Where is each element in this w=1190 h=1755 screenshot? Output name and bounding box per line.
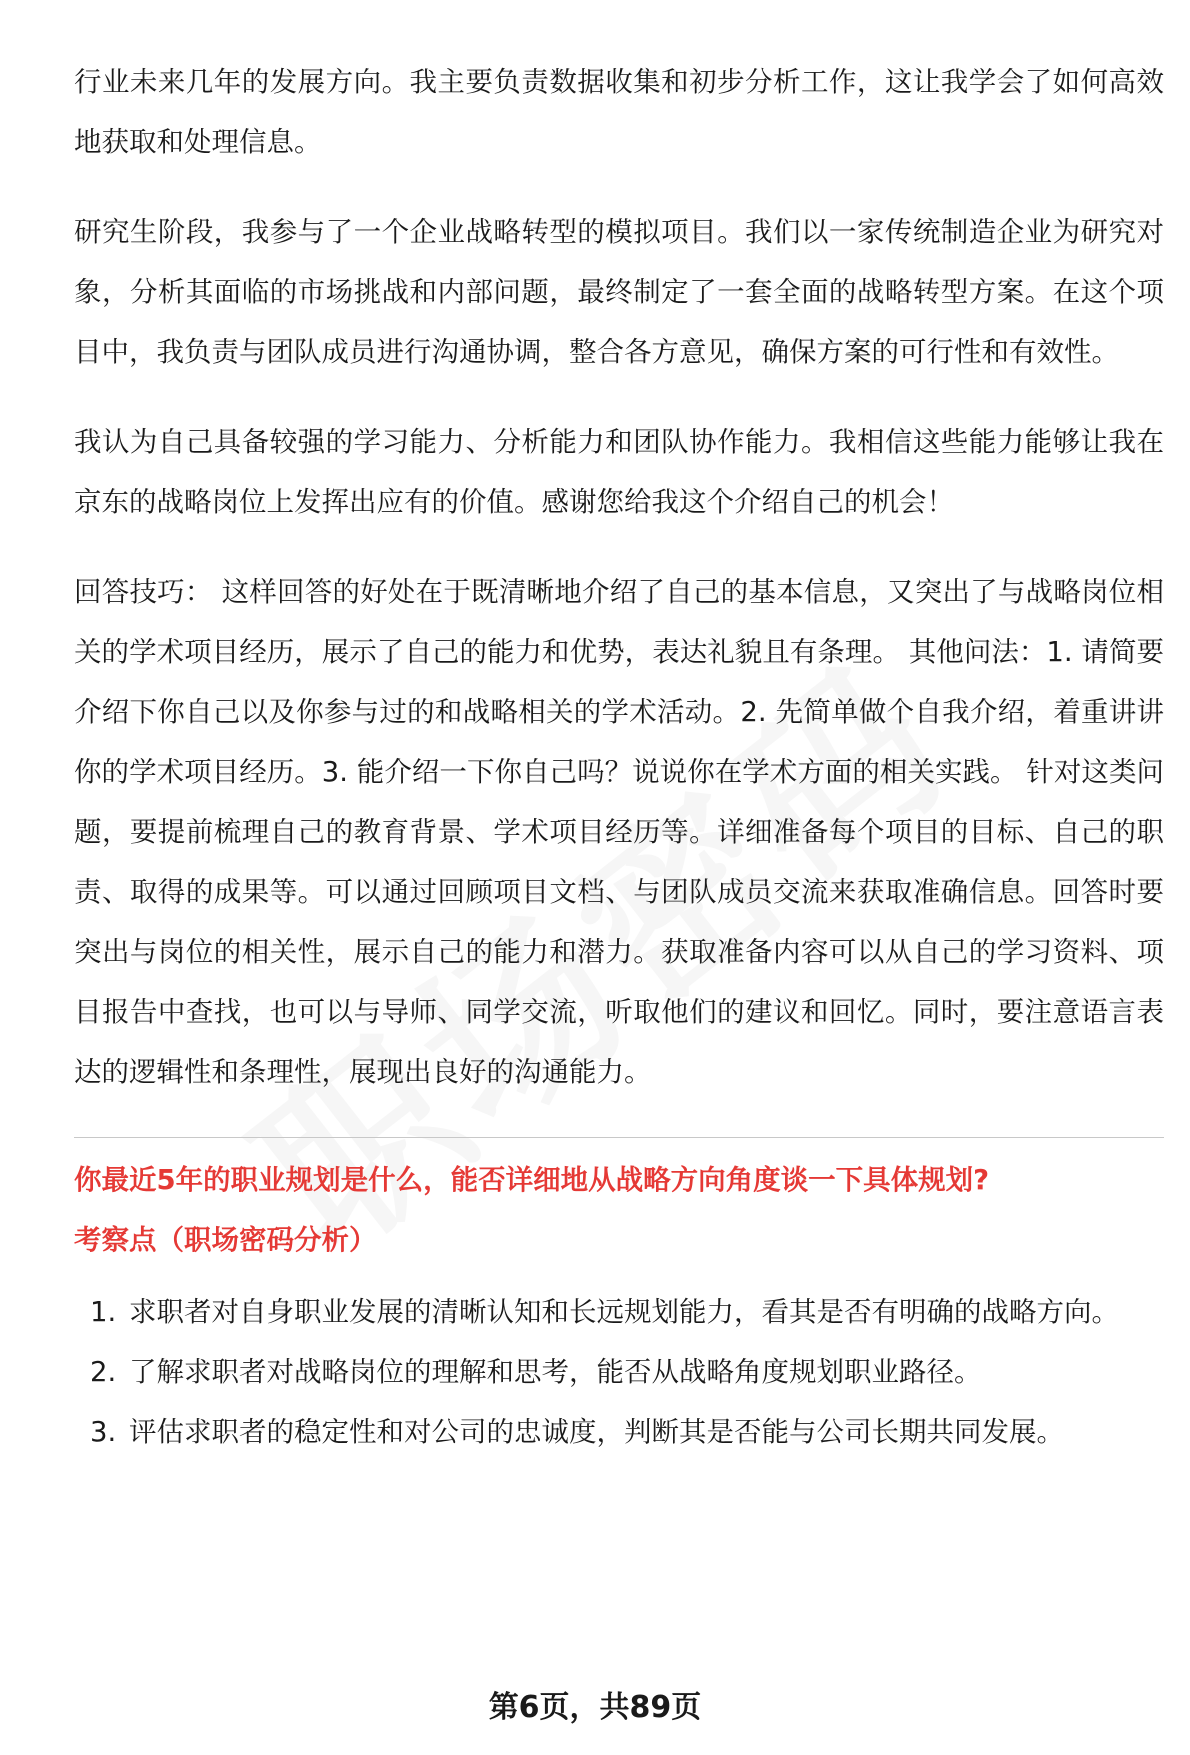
page-number-footer: 第6页，共89页: [488, 1690, 702, 1725]
list-item-number: 3.: [90, 1416, 117, 1448]
assessment-subheading: 考察点（职场密码分析）: [74, 1224, 377, 1256]
list-item-number: 2.: [90, 1356, 117, 1388]
paragraph-self-assessment: 我认为自己具备较强的学习能力、分析能力和团队协作能力。我相信这些能力能够让我在京东的战略岗位上发挥出应有的价值。感谢您给我这个介绍自己的机会！: [74, 426, 1164, 518]
list-item-number: 1.: [90, 1296, 117, 1328]
paragraph-answer-tips: 回答技巧： 这样回答的好处在于既清晰地介绍了自己的基本信息，又突出了与战略岗位相关的学术项目经历，展示了自己的能力和优势，表达礼貌且有条理。 其他问法：1. 请简要介绍下你自己以及你参与过的和战略相关的学术活动。2. 先简单做个自我介绍，着重讲讲你的学术项目经历。3. 能介绍一下你自己吗？说说你在学术方面的相关实践。 针对这类问题，要提前梳理自己的教育背景、学术项目经历等。详细准备每个项目的目标、自己的职责、取得的成果等。可以通过回顾项目文档、与团队成员交流来获取准确信息。回答时要突出与岗位的相关性，展示自己的能力和潜力。获取准备内容可以从自己的学习资料、项目报告中查找，也可以与导师、同学交流，听取他们的建议和回忆。同时，要注意语言表达的逻辑性和条理性，展现出良好的沟通能力。: [74, 576, 1164, 1088]
document-body: [74, 52, 1164, 1462]
question-heading: 你最近5年的职业规划是什么，能否详细地从战略方向角度谈一下具体规划?: [74, 1164, 990, 1196]
paragraph-graduate-project: 研究生阶段，我参与了一个企业战略转型的模拟项目。我们以一家传统制造企业为研究对象，分析其面临的市场挑战和内部问题，最终制定了一套全面的战略转型方案。在这个项目中，我负责与团队成员进行沟通协调，整合各方意见，确保方案的可行性和有效性。: [74, 216, 1164, 368]
list-item-text: 评估求职者的稳定性和对公司的忠诚度，判断其是否能与公司长期共同发展。: [129, 1416, 1064, 1448]
list-item-text: 求职者对自身职业发展的清晰认知和长远规划能力，看其是否有明确的战略方向。: [129, 1296, 1119, 1328]
list-item: [74, 1282, 1164, 1342]
list-item: [74, 1342, 1164, 1402]
list-item: [74, 1402, 1164, 1462]
paragraph-intro-continued: 行业未来几年的发展方向。我主要负责数据收集和初步分析工作，这让我学会了如何高效地获取和处理信息。: [74, 66, 1164, 158]
list-item-text: 了解求职者对战略岗位的理解和思考，能否从战略角度规划职业路径。: [129, 1356, 982, 1388]
assessment-points-list: [74, 1282, 1164, 1462]
section-divider: [74, 1137, 1164, 1138]
